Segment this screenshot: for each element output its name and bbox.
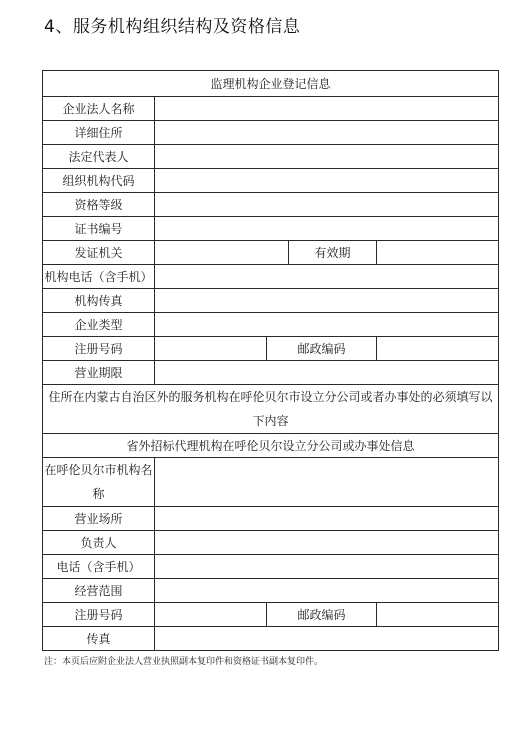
- table-row: [43, 71, 499, 97]
- table-row: [43, 217, 499, 241]
- table-row: [43, 97, 499, 121]
- section-header-branch-office: 省外招标代理机构在呼伦贝尔设立分公司或办事处信息: [43, 434, 499, 458]
- field-branch-phone[interactable]: [155, 555, 499, 579]
- label-validity-period: 有效期: [289, 241, 377, 265]
- field-business-term[interactable]: [155, 361, 499, 385]
- notice-text: 住所在内蒙古自治区外的服务机构在呼伦贝尔市设立分公司或者办事处的必须填写以下内容: [43, 385, 499, 434]
- label-person-in-charge: 负责人: [43, 531, 155, 555]
- field-enterprise-type[interactable]: [155, 313, 499, 337]
- table-row: [43, 145, 499, 169]
- field-business-premises[interactable]: [155, 507, 499, 531]
- label-qualification-level: 资格等级: [43, 193, 155, 217]
- table-row: [43, 531, 499, 555]
- label-branch-fax: 传真: [43, 627, 155, 651]
- field-branch-postal-code[interactable]: [377, 603, 499, 627]
- table-row: [43, 289, 499, 313]
- field-certificate-number[interactable]: [155, 217, 499, 241]
- table-row: [43, 241, 499, 265]
- label-branch-phone: 电话（含手机）: [43, 555, 155, 579]
- label-agency-phone: 机构电话（含手机）: [43, 265, 155, 289]
- table-row: [43, 458, 499, 507]
- field-qualification-level[interactable]: [155, 193, 499, 217]
- table-row: [43, 337, 499, 361]
- label-branch-postal-code: 邮政编码: [267, 603, 377, 627]
- label-organization-code: 组织机构代码: [43, 169, 155, 193]
- table-row: [43, 603, 499, 627]
- field-validity-period[interactable]: [377, 241, 499, 265]
- field-business-scope[interactable]: [155, 579, 499, 603]
- field-branch-registration-number[interactable]: [155, 603, 267, 627]
- label-legal-entity-name: 企业法人名称: [43, 97, 155, 121]
- table-row: [43, 627, 499, 651]
- label-postal-code: 邮政编码: [267, 337, 377, 361]
- field-postal-code[interactable]: [377, 337, 499, 361]
- label-business-scope: 经营范围: [43, 579, 155, 603]
- field-agency-fax[interactable]: [155, 289, 499, 313]
- table-row: [43, 385, 499, 434]
- table-row: [43, 579, 499, 603]
- field-person-in-charge[interactable]: [155, 531, 499, 555]
- label-certificate-number: 证书编号: [43, 217, 155, 241]
- field-branch-fax[interactable]: [155, 627, 499, 651]
- table-row: [43, 121, 499, 145]
- label-registration-number: 注册号码: [43, 337, 155, 361]
- label-detailed-address: 详细住所: [43, 121, 155, 145]
- label-enterprise-type: 企业类型: [43, 313, 155, 337]
- table-row: [43, 193, 499, 217]
- field-issuing-authority[interactable]: [155, 241, 289, 265]
- footer-note: 注：本页后应附企业法人营业执照副本复印件和资格证书副本复印件。: [44, 657, 324, 667]
- registration-form-table: [42, 70, 499, 651]
- section-header-registration: 监理机构企业登记信息: [43, 71, 499, 97]
- table-row: [43, 361, 499, 385]
- field-branch-name[interactable]: [155, 458, 499, 507]
- label-branch-name: 在呼伦贝尔市机构名称: [43, 458, 155, 507]
- label-business-premises: 营业场所: [43, 507, 155, 531]
- field-legal-representative[interactable]: [155, 145, 499, 169]
- table-row: [43, 313, 499, 337]
- field-organization-code[interactable]: [155, 169, 499, 193]
- field-registration-number[interactable]: [155, 337, 267, 361]
- label-branch-registration-number: 注册号码: [43, 603, 155, 627]
- table-row: [43, 434, 499, 458]
- label-legal-representative: 法定代表人: [43, 145, 155, 169]
- table-row: [43, 169, 499, 193]
- label-issuing-authority: 发证机关: [43, 241, 155, 265]
- page-title: 4、服务机构组织结构及资格信息: [44, 17, 301, 37]
- label-agency-fax: 机构传真: [43, 289, 155, 313]
- field-agency-phone[interactable]: [155, 265, 499, 289]
- field-legal-entity-name[interactable]: [155, 97, 499, 121]
- table-row: [43, 265, 499, 289]
- field-detailed-address[interactable]: [155, 121, 499, 145]
- label-business-term: 营业期限: [43, 361, 155, 385]
- table-row: [43, 555, 499, 579]
- table-row: [43, 507, 499, 531]
